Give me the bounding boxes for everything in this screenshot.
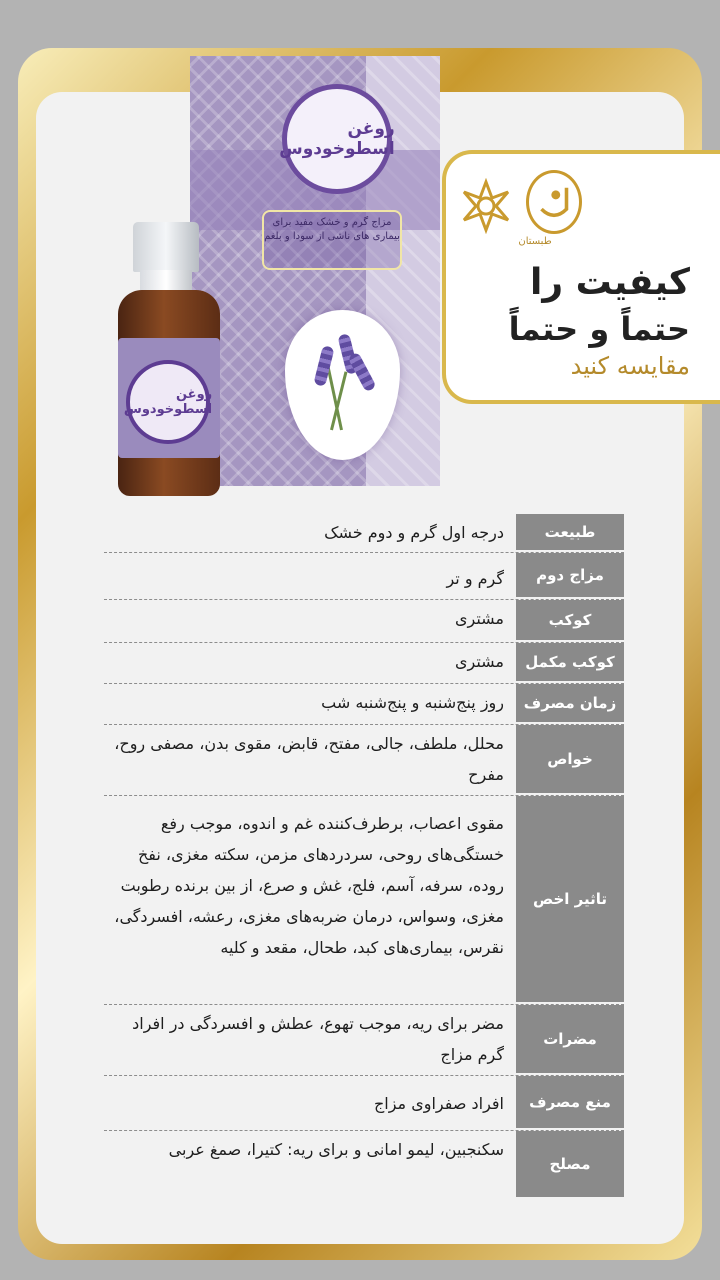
table-row — [104, 600, 624, 643]
row-value: مشتری — [454, 652, 504, 671]
row-value: مقوی اعصاب، برطرف‌کننده غم و اندوه، موجب رفع خستگی‌های روحی، سردردهای مزمن، سکته مغزی، نفخ روده، سرفه، آسم، فلج، غش و صرع، از بین برنده رطوبت مغزی، وسواس، درمان ضربه‌های مغزی، رعشه، افسردگی، نقرس، بیماری‌های کبد، طحال، مقعد و کلیه — [114, 814, 504, 957]
row-value: روز پنج‌شنبه و پنج‌شنبه شب — [321, 693, 504, 712]
table-row — [104, 1005, 624, 1076]
row-value: گرم و تر — [446, 569, 504, 588]
row-value: افراد صفراوی مزاج — [373, 1094, 504, 1113]
table-row — [104, 1076, 624, 1131]
brand-name: طبستان — [518, 236, 552, 247]
row-label: خواص — [516, 725, 624, 795]
box-seal — [279, 84, 395, 194]
row-label: زمان مصرف — [516, 684, 624, 724]
properties-table — [104, 514, 624, 1199]
table-row — [104, 643, 624, 684]
row-value: درجه اول گرم و دوم خشک — [324, 523, 504, 542]
row-label: تاثیر اخص — [516, 796, 624, 1004]
brand-logo-icon — [526, 170, 582, 234]
row-label: کوکب — [516, 600, 624, 642]
bottle-cap — [133, 222, 199, 272]
bottle-neck — [140, 270, 192, 292]
row-value: مشتری — [454, 609, 504, 628]
row-value: سکنجبین، لیمو امانی و برای ریه: کتیرا، صمغ عربی — [168, 1140, 504, 1159]
row-label: طبیعت — [516, 514, 624, 552]
box-seal-text: روغن اسطوخودوس — [279, 119, 395, 159]
row-label: مضرات — [516, 1005, 624, 1075]
row-value: مضر برای ریه، موجب تهوع، عطش و افسردگی در افراد گرم مزاج — [132, 1014, 504, 1064]
bottle-seal — [123, 360, 213, 444]
table-row — [104, 796, 624, 1005]
table-row — [104, 684, 624, 725]
row-label: مزاج دوم — [516, 553, 624, 599]
table-row — [104, 553, 624, 600]
slogan-line2: حتماً و حتماً — [508, 310, 690, 348]
table-row — [104, 725, 624, 796]
row-value: محلل، ملطف، جالی، مفتح، قابض، مقوی بدن، مصفی روح، مفرح — [114, 734, 504, 784]
bottle-seal-text: روغن اسطوخودوس — [123, 387, 213, 417]
slogan-line3: مقایسه کنید — [570, 352, 690, 380]
table-row — [104, 1131, 624, 1199]
row-label: منع مصرف — [516, 1076, 624, 1130]
row-label: کوکب مکمل — [516, 643, 624, 683]
table-row — [104, 514, 624, 553]
slogan-line1: کیفیت را — [530, 262, 690, 303]
box-tagline: مزاج گرم و خشک مفید برای بیماری های ناشی از سودا و بلغم — [262, 210, 402, 270]
row-label: مصلح — [516, 1131, 624, 1199]
brand-emblem-icon — [458, 178, 514, 234]
